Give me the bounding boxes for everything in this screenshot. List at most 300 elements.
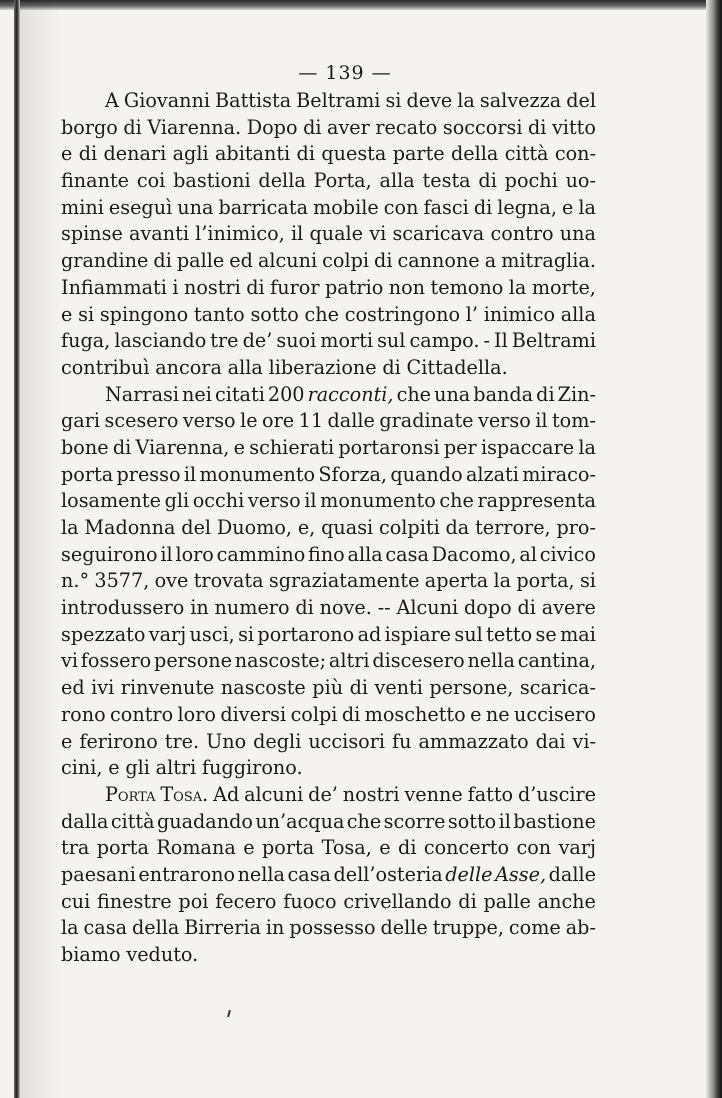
text-line [61, 408, 596, 435]
binding-shadow [20, 0, 60, 1098]
word: città [110, 809, 155, 833]
word: vi [369, 222, 387, 246]
word: tra [61, 836, 90, 860]
word: uo- [565, 169, 596, 193]
word: 3577, [94, 569, 150, 593]
word: tre [210, 329, 239, 353]
word: tre. [164, 729, 200, 753]
word: contro [110, 702, 174, 726]
word: fasci [423, 195, 469, 219]
text-line [61, 835, 596, 862]
word: che [304, 302, 340, 326]
word: con- [554, 142, 596, 166]
word: denari [103, 142, 167, 166]
word: testa [422, 169, 471, 193]
word: nostri [183, 275, 241, 299]
ink-speck [227, 1010, 231, 1017]
word: contro [490, 222, 554, 246]
word: più [312, 676, 344, 700]
word: cantina, [517, 649, 596, 673]
word: possesso [289, 916, 376, 940]
word: suoi [276, 329, 317, 353]
word: da [445, 516, 470, 539]
word: spinse [61, 222, 123, 246]
word: avanti [129, 222, 189, 246]
word: patrio [324, 275, 384, 299]
word: quasi [321, 516, 374, 539]
word: le [240, 409, 258, 433]
word: sul [454, 622, 483, 646]
word: Infiammati [61, 275, 167, 299]
word: aver [327, 115, 370, 139]
text-line [61, 809, 596, 836]
word: di [78, 142, 98, 166]
word: della [258, 169, 306, 193]
word: sul [377, 329, 406, 353]
text-line [61, 622, 596, 649]
text-line [61, 889, 596, 916]
word: verso [247, 489, 301, 513]
word: bastioni [173, 169, 251, 193]
word: una [559, 222, 596, 246]
word: Alcuni [396, 596, 459, 620]
word: che [346, 809, 382, 833]
word: -- [377, 596, 391, 620]
word: di [123, 115, 142, 139]
word: delle [380, 916, 428, 940]
word: colpi [290, 702, 338, 726]
word: di [398, 836, 417, 860]
word: Uno [206, 729, 247, 753]
word: una [177, 195, 214, 219]
text-line [61, 915, 596, 942]
word: città [504, 142, 549, 166]
word: inimico [483, 302, 555, 326]
word: lasciando [114, 329, 207, 353]
word: fino [308, 542, 345, 566]
word: il [304, 489, 317, 513]
word: fuoco [283, 889, 337, 913]
word: se [535, 622, 557, 646]
text-line [61, 702, 596, 729]
word: de’ [242, 329, 273, 353]
text-line [61, 595, 596, 622]
word: alla [379, 169, 415, 193]
word: pro- [556, 516, 596, 539]
text-line [61, 382, 596, 409]
word: quale [309, 222, 364, 246]
word: verso [477, 409, 531, 433]
word: colpi [322, 249, 370, 273]
scan-right-edge [706, 0, 722, 1098]
word: fu [392, 729, 412, 753]
word: liberazione [268, 355, 377, 379]
word: porta [61, 462, 114, 486]
word: l’inimico, [195, 222, 285, 246]
text-line [61, 515, 596, 542]
word: nove. [319, 596, 372, 620]
word: miraco- [522, 462, 596, 486]
word: ed [61, 676, 85, 700]
word: nella [467, 649, 515, 673]
text-line [61, 248, 596, 275]
word: nei [182, 382, 212, 406]
text-line [61, 542, 596, 569]
word: agli [172, 142, 209, 166]
word: e [61, 729, 73, 753]
word: alla [227, 355, 263, 379]
text-line [61, 88, 596, 115]
word: mobile [313, 195, 379, 219]
word: Sforza, [318, 462, 388, 486]
word: paesani [61, 862, 136, 886]
word: la [61, 516, 79, 539]
word: si [579, 569, 596, 593]
word: casa [385, 542, 429, 566]
scan-top-edge [0, 0, 722, 10]
word: palle [483, 889, 531, 913]
word: Dopo [246, 115, 298, 139]
word: grandine [61, 249, 149, 273]
word: venne [404, 782, 463, 806]
word: che [396, 382, 432, 406]
word: 200 [267, 382, 305, 406]
word: coi [136, 169, 166, 193]
word: scorre [383, 809, 446, 833]
word: casa [83, 916, 128, 940]
text-line [61, 221, 596, 248]
word: uccisori [308, 729, 386, 753]
word: bone [61, 435, 109, 459]
word: un’acqua [255, 809, 345, 833]
word: terrore, [475, 516, 551, 539]
word: sotto [447, 809, 497, 833]
word: Duomo, [216, 516, 293, 539]
word: della [451, 142, 499, 166]
word: civico [539, 542, 596, 566]
word: e [379, 836, 391, 860]
word: con [516, 836, 552, 860]
word: occhi [192, 489, 245, 513]
word: moschetto [364, 702, 466, 726]
word: sotto [250, 302, 299, 326]
word: vitto [551, 115, 596, 139]
word: gli [164, 489, 190, 513]
word: Giovanni [123, 89, 211, 112]
word: presso [116, 462, 181, 486]
word: entrarono [138, 862, 236, 886]
word: concerto [423, 836, 510, 860]
word: porta, [516, 569, 575, 593]
word: racconti, [307, 382, 394, 406]
word: di [374, 249, 393, 273]
word: come [508, 916, 561, 940]
word: verso [182, 409, 236, 433]
word: cui [61, 889, 91, 913]
page-number: — 139 — [298, 62, 392, 84]
word: loro [177, 702, 216, 726]
word: ad [357, 622, 382, 646]
word: di [458, 889, 477, 913]
word: finante [61, 169, 130, 193]
text-line [61, 648, 596, 675]
word: crivellando [343, 889, 452, 913]
word: spingono [99, 302, 189, 326]
word: e [108, 756, 120, 780]
word: il [290, 222, 304, 246]
word: ed [229, 249, 253, 273]
word: e [233, 435, 245, 459]
word: eseguì [108, 195, 173, 219]
word: di [473, 195, 493, 219]
word: Cittadella. [406, 355, 508, 379]
word: 11 [298, 409, 324, 433]
word: palle [176, 249, 225, 273]
word: dell’osteria [333, 862, 443, 886]
word: temono [430, 275, 504, 299]
body-text [61, 88, 596, 969]
word: soccorsi [442, 115, 523, 139]
word: e, [297, 516, 316, 539]
word: persone, [429, 676, 514, 700]
word: Asse, [495, 862, 547, 886]
word: scarica- [519, 676, 596, 700]
text-line [61, 462, 596, 489]
word: finestre [97, 889, 172, 913]
word: ivi [91, 676, 115, 700]
word: Battista [215, 89, 292, 112]
word: e [470, 702, 482, 726]
word: delle [445, 862, 493, 886]
word: varj [558, 836, 596, 860]
word: Madonna [84, 516, 176, 539]
word: di [382, 355, 401, 379]
word: dalle [548, 862, 596, 886]
word: ferirono [79, 729, 158, 753]
word: di [528, 115, 547, 139]
word: fecero [215, 889, 277, 913]
word: morti [320, 329, 374, 353]
word: con [383, 195, 419, 219]
word: fuga, [61, 329, 111, 353]
word: tom- [551, 409, 596, 433]
word: i [172, 275, 179, 299]
word: cannone [397, 249, 480, 273]
word: alla [560, 302, 596, 326]
word: furor [270, 275, 320, 299]
word: Viarenna, [135, 435, 230, 459]
text-line [61, 435, 596, 462]
word: la [578, 195, 596, 219]
word: rono [61, 702, 106, 726]
text-line [61, 488, 596, 515]
word: ammazzato [418, 729, 529, 753]
word: persone [154, 649, 232, 673]
word: fossero [80, 649, 152, 673]
word: altri [328, 649, 370, 673]
word: di [536, 382, 555, 406]
text-line [61, 195, 596, 222]
word: Dacomo, [431, 542, 517, 566]
word: si [238, 622, 255, 646]
text-line [61, 755, 596, 782]
word: gli [125, 756, 150, 780]
word: uccisero [513, 702, 596, 726]
word: Viarenna. [147, 115, 242, 139]
word: il [183, 462, 197, 486]
word: discesero [372, 649, 465, 673]
word: ispiare [384, 622, 452, 646]
word: abitanti [214, 142, 291, 166]
word: Il [493, 329, 508, 353]
word: banda [473, 382, 534, 406]
word: che [439, 489, 474, 513]
word: vi- [572, 729, 596, 753]
word: non [388, 275, 426, 299]
word: morte, [531, 275, 596, 299]
word: altri [155, 756, 197, 780]
word: Birreria [184, 916, 261, 940]
word: venti [374, 676, 423, 700]
word: ispaccare [480, 435, 575, 459]
word: campo. [409, 329, 480, 353]
word: una [434, 382, 471, 406]
word: scaricava [392, 222, 485, 246]
word: schierati [249, 435, 335, 459]
word: ore [262, 409, 295, 433]
word: Beltrami [296, 89, 381, 112]
word: e [61, 302, 73, 326]
word: la [578, 435, 596, 459]
word: fuggirono. [202, 756, 303, 780]
word: deve [406, 89, 453, 112]
word: la [493, 569, 512, 593]
word: dopo [463, 596, 512, 620]
word: bastione [513, 809, 596, 833]
word: ove [154, 569, 189, 593]
word: - [483, 329, 490, 353]
word: losamente [61, 489, 161, 513]
word: nella [237, 862, 285, 886]
word: colpiti [379, 516, 440, 539]
word: anche [537, 889, 596, 913]
word: borgo [61, 115, 118, 139]
word: sgraziatamente [268, 569, 420, 593]
word: Romana [156, 836, 236, 860]
word: veduto. [126, 943, 199, 966]
word: Tosa, [321, 836, 372, 860]
word: si [385, 89, 402, 112]
word: Ad [213, 782, 240, 806]
word: contribuì [61, 355, 150, 379]
word: a [484, 249, 497, 273]
word: dalle [327, 409, 375, 433]
text-line [61, 141, 596, 168]
word: n.° [61, 569, 90, 593]
word: la [457, 89, 475, 112]
word: citati [214, 382, 265, 406]
word: questa [321, 142, 387, 166]
word: mai [560, 622, 596, 646]
word: seguirono [61, 542, 158, 566]
word: d’uscire [517, 782, 596, 806]
word: di [303, 115, 322, 139]
word: ne [485, 702, 510, 726]
word: in [190, 596, 209, 620]
word: monumento [199, 462, 316, 486]
word: di [295, 596, 314, 620]
word: aperta [424, 569, 489, 593]
word: tanto [193, 302, 245, 326]
word: numero [214, 596, 290, 620]
word: recato [375, 115, 438, 139]
word: Porta, [313, 169, 372, 193]
text-line [61, 302, 596, 329]
word: ab- [565, 916, 596, 940]
word: alla [347, 542, 383, 566]
word: varj [148, 622, 187, 646]
word: cammino [216, 542, 306, 566]
word: pochi [504, 169, 558, 193]
word: vi [61, 649, 78, 673]
word: di [349, 676, 368, 700]
text-line [61, 862, 596, 889]
word: del [181, 516, 212, 539]
word: l’ [465, 302, 478, 326]
text-line [61, 328, 596, 355]
word: tetto [486, 622, 533, 646]
word: salvezza [479, 89, 562, 112]
word: quando [390, 462, 463, 486]
word: Tosa. [160, 782, 209, 806]
word: truppe, [432, 916, 504, 940]
word: loro [175, 542, 214, 566]
word: la [61, 916, 79, 940]
word: Beltrami [511, 329, 596, 353]
text-line [61, 568, 596, 595]
word: il [498, 809, 511, 833]
word: si [78, 302, 95, 326]
word: di [153, 249, 172, 273]
word: guadando [156, 809, 253, 833]
word: dalla [61, 809, 109, 833]
word: ancora [155, 355, 222, 379]
word: il [535, 409, 548, 433]
text-line [61, 115, 596, 142]
word: portarono [257, 622, 355, 646]
word: Zin- [557, 382, 596, 406]
word: di [246, 275, 265, 299]
word: della [131, 916, 180, 940]
word: del [566, 89, 596, 112]
text-line [61, 275, 596, 302]
word: costringono [344, 302, 461, 326]
word: alcuni [257, 249, 318, 273]
word: de’ [308, 782, 338, 806]
word: gari [61, 409, 101, 433]
text-line [61, 355, 596, 382]
word: alcuni [244, 782, 304, 806]
text-line [61, 675, 596, 702]
word: per [443, 435, 477, 459]
word: biamo [61, 943, 121, 966]
text-line [61, 782, 596, 809]
word: diversi [220, 702, 287, 726]
word: rappresenta [477, 489, 596, 513]
word: casa [287, 862, 331, 886]
word: trovata [193, 569, 264, 593]
word: di [478, 169, 497, 193]
